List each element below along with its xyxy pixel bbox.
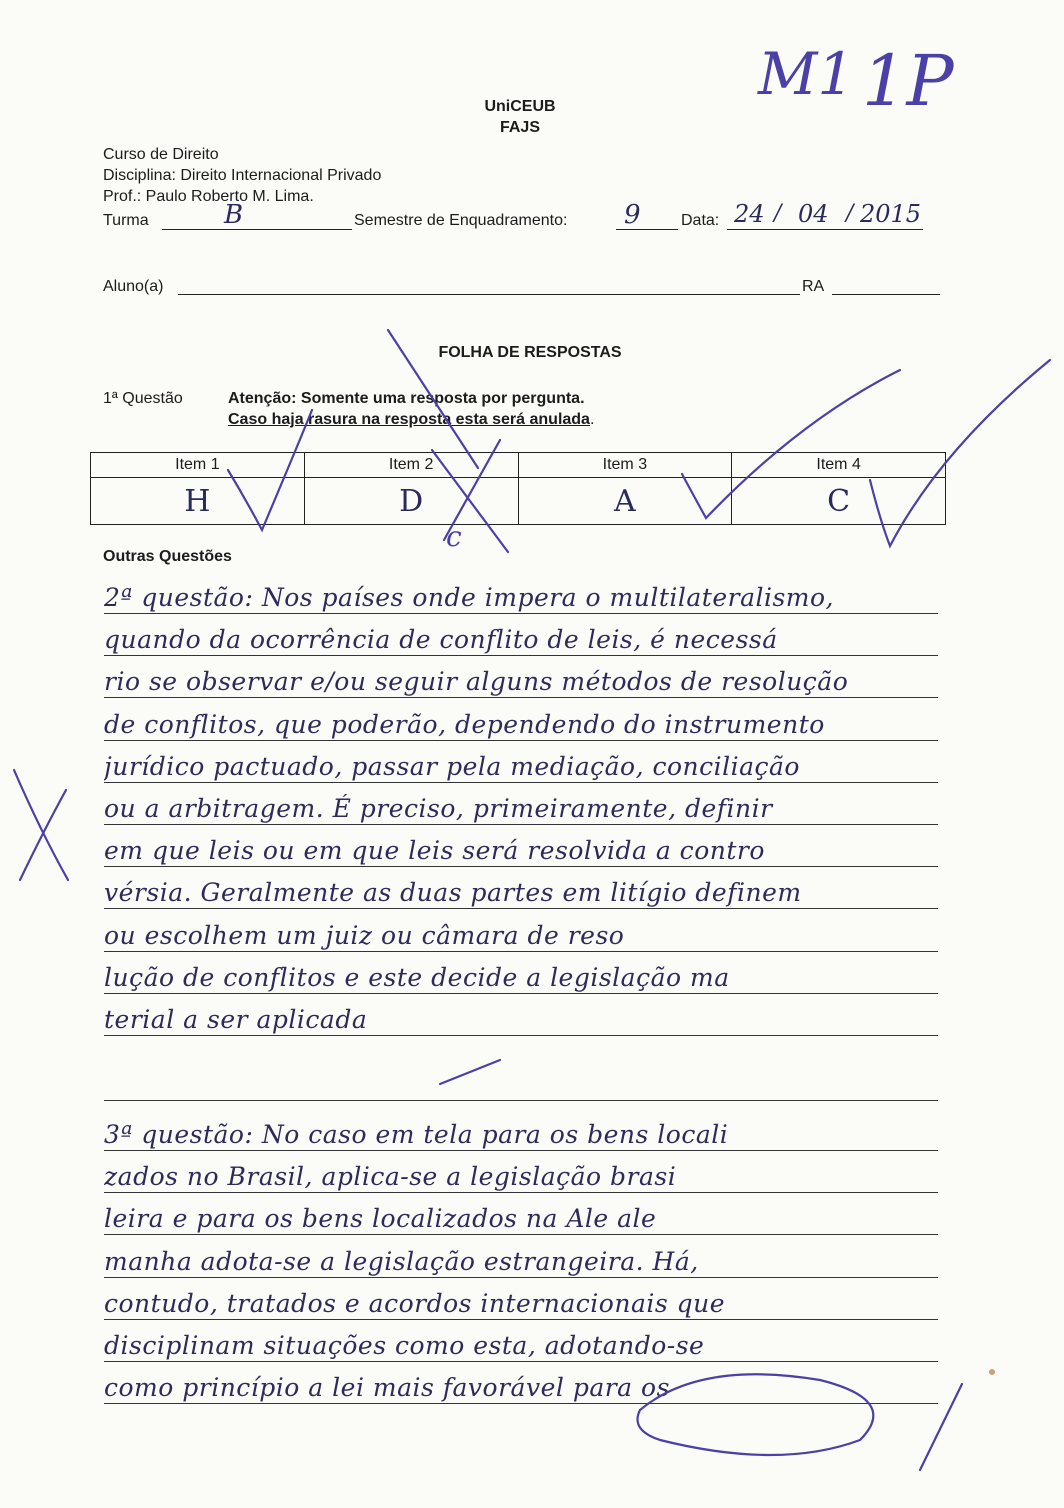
handwritten-line: 2ª questão: Nos países onde impera o multilateralismo,	[104, 583, 835, 612]
side-x-mark	[14, 770, 68, 880]
attention-line-1: Atenção: Somente uma resposta por pergunta.	[228, 390, 585, 407]
other-questions-label: Outras Questões	[103, 548, 232, 565]
ra-label: RA	[802, 278, 825, 295]
faculty-name: FAJS	[499, 119, 540, 136]
handwritten-line: de conflitos, que poderão, dependendo do instrumento	[104, 709, 825, 739]
turma-value: B	[224, 200, 244, 230]
grade-mark-m1: M1	[758, 40, 855, 108]
item-3-answer: A	[518, 478, 732, 525]
item-4-answer: C	[732, 478, 946, 525]
item-3-header: Item 3	[518, 453, 732, 478]
handwritten-line: manha adota-se a legislação estrangeira. Há,	[104, 1246, 699, 1276]
item-1-answer: H	[91, 478, 305, 525]
ruled-line	[104, 1100, 938, 1101]
aluno-label: Aluno(a)	[103, 278, 164, 295]
date-day: 24	[734, 200, 765, 228]
check-mark-item-3	[682, 370, 900, 518]
slash-mark	[920, 1384, 962, 1470]
handwritten-line: ou a arbitragem. É preciso, primeiramente, definir	[104, 794, 773, 823]
handwritten-line: quando da ocorrência de conflito de leis, é necessá	[104, 625, 778, 655]
check-mark-item-1	[228, 410, 312, 530]
handwritten-line: como princípio a lei mais favorável para os	[104, 1373, 670, 1403]
item-2-header: Item 2	[304, 453, 518, 478]
check-mark-item-4	[870, 360, 1050, 546]
circle-mark	[638, 1374, 874, 1455]
item-4-header: Item 4	[732, 453, 946, 478]
handwritten-line: em que leis ou em que leis será resolvida a contro	[104, 836, 765, 866]
date-slash-2: /	[846, 201, 854, 226]
answer-end-arrow	[440, 1060, 500, 1084]
date-year: 2015	[860, 200, 922, 228]
date-slash-1: /	[774, 201, 782, 226]
semestre-label: Semestre de Enquadramento:	[354, 212, 568, 229]
discipline-name: Disciplina: Direito Internacional Privado	[103, 167, 382, 184]
handwritten-line: leira e para os bens localizados na Ale ale	[104, 1204, 657, 1234]
institution-name: UniCEUB	[484, 98, 556, 115]
turma-label: Turma	[103, 212, 149, 229]
data-label: Data:	[681, 212, 720, 229]
handwritten-line: vérsia. Geralmente as duas partes em litígio definem	[104, 878, 802, 908]
item-1-header: Item 1	[91, 453, 305, 478]
handwritten-line: terial a ser aplicada	[104, 1005, 368, 1034]
date-month: 04	[798, 200, 829, 228]
item-2-answer: D	[304, 478, 518, 525]
professor-name: Prof.: Paulo Roberto M. Lima.	[103, 188, 314, 205]
answer-sheet-title: FOLHA DE RESPOSTAS	[438, 344, 622, 361]
correction-note: c	[446, 520, 462, 553]
handwritten-line: lução de conflitos e este decide a legislação ma	[104, 962, 730, 992]
grade-mark-1p: 1P	[862, 40, 954, 122]
long-diagonal-stroke	[388, 330, 478, 468]
attention-line-2-text: Caso haja rasura na resposta esta será anulada	[228, 411, 590, 428]
attention-period: .	[589, 411, 595, 428]
course-name: Curso de Direito	[103, 146, 219, 163]
handwritten-line: jurídico pactuado, passar pela mediação, conciliação	[104, 751, 800, 781]
question-1-label: 1ª Questão	[103, 390, 183, 407]
semestre-value: 9	[624, 200, 641, 230]
handwritten-line: rio se observar e/ou seguir alguns métodos de resolução	[104, 667, 849, 697]
handwritten-line: ou escolhem um juiz ou câmara de reso	[104, 920, 625, 950]
ink-dot	[989, 1369, 995, 1375]
handwritten-line: disciplinam situações como esta, adotando-se	[104, 1331, 705, 1360]
handwritten-line: 3ª questão: No caso em tela para os bens locali	[104, 1120, 729, 1149]
handwritten-line: zados no Brasil, aplica-se a legislação brasi	[104, 1162, 677, 1192]
handwritten-line: contudo, tratados e acordos internacionais que	[104, 1288, 726, 1318]
